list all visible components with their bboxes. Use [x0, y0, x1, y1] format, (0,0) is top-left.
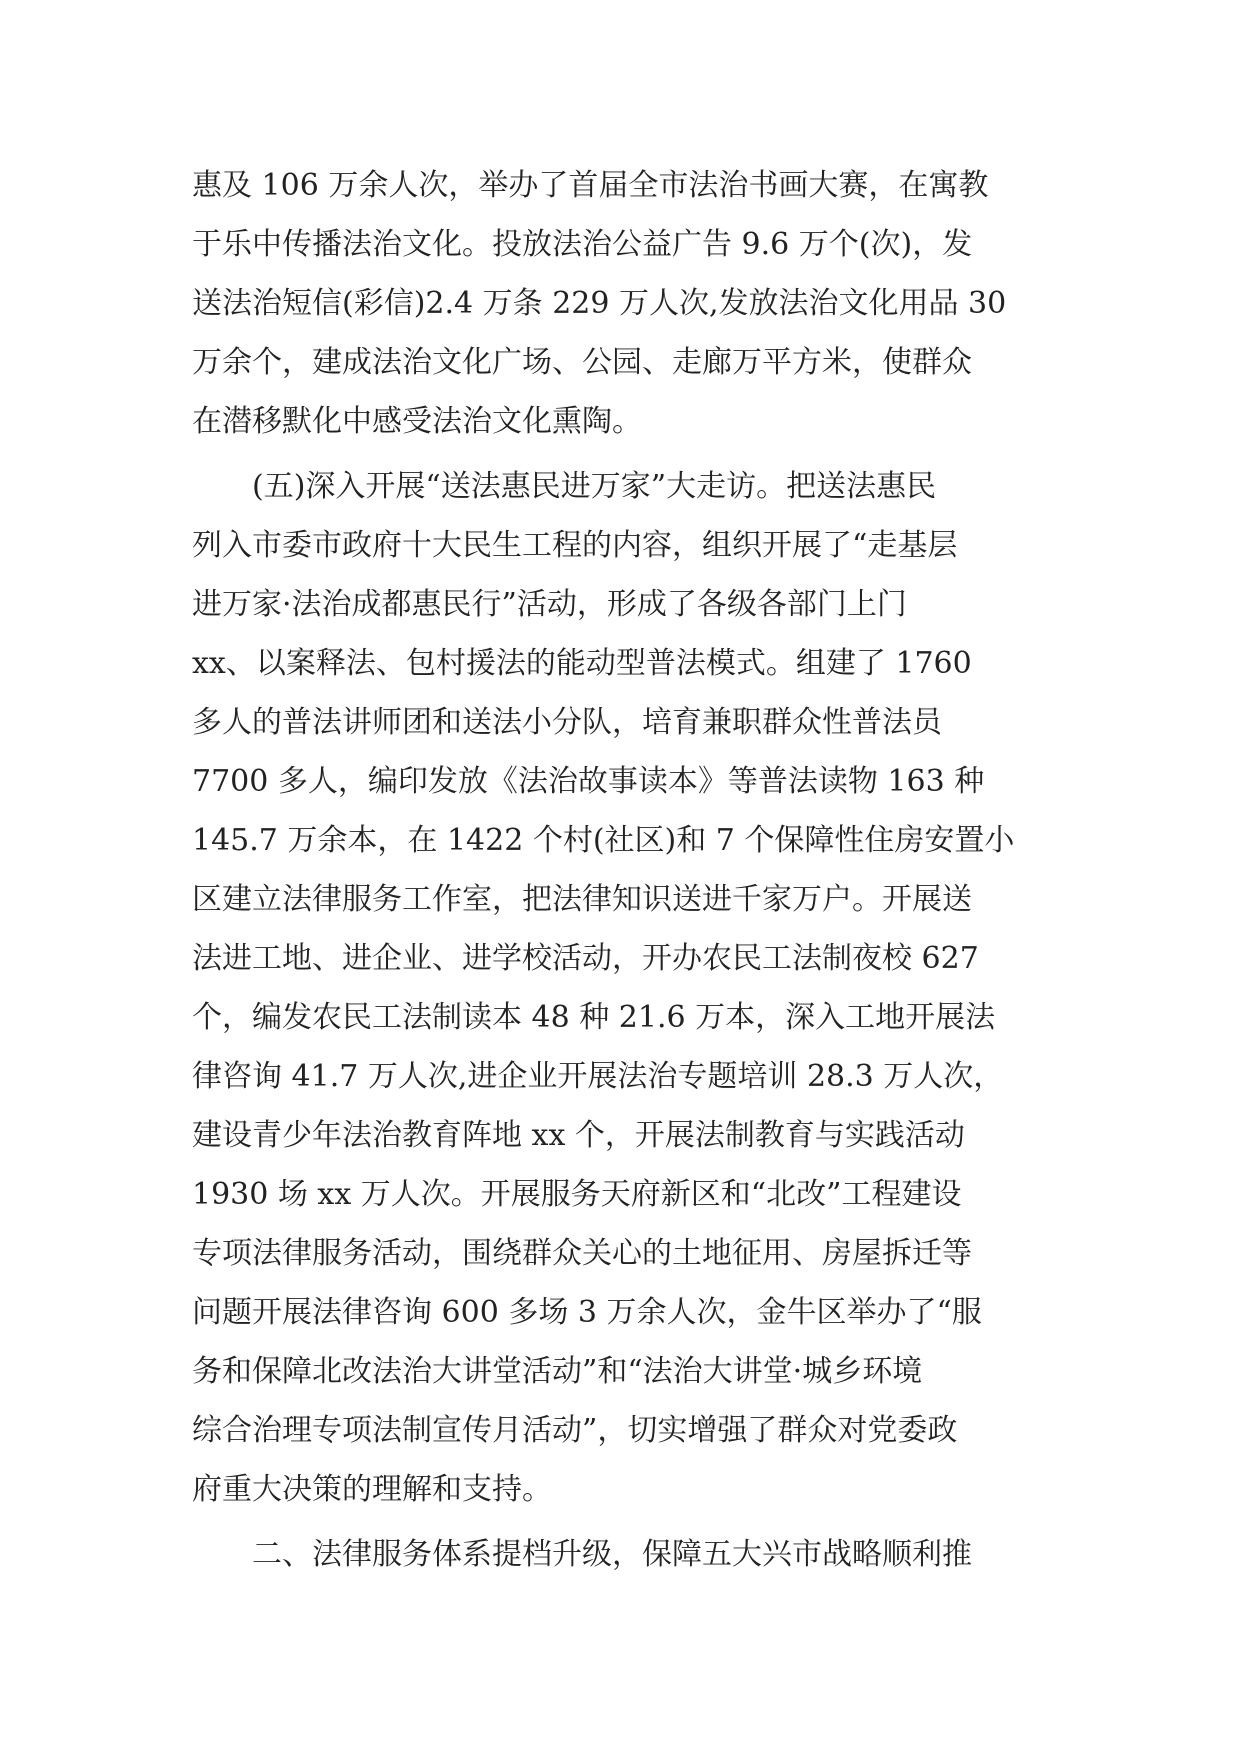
text-line: 专项法律服务活动，围绕群众关心的土地征用、房屋拆迁等: [192, 1236, 972, 1271]
text-line: 问题开展法律咨询 600 多场 3 万余人次，金牛区举办了“服: [192, 1295, 982, 1330]
text-line: 多人的普法讲师团和送法小分队，培育兼职群众性普法员: [192, 705, 942, 740]
text-line: 进万家·法治成都惠民行”活动，形成了各级各部门上门: [192, 587, 907, 622]
text-line: 个，编发农民工法制读本 48 种 21.6 万本，深入工地开展法: [192, 1000, 996, 1035]
text-line: 务和保障北改法治大讲堂活动”和“法治大讲堂·城乡环境: [192, 1354, 923, 1389]
text-line: 建设青少年法治教育阵地 xx 个，开展法制教育与实践活动: [192, 1118, 965, 1153]
text-line: 综合治理专项法制宣传月活动”，切实增强了群众对党委政: [192, 1413, 958, 1448]
text-line: xx、以案释法、包村援法的能动型普法模式。组建了 1760: [192, 646, 972, 681]
section-heading-line: 二、法律服务体系提档升级，保障五大兴市战略顺利推: [252, 1537, 972, 1572]
text-line: 送法治短信(彩信)2.4 万条 229 万人次,发放法治文化用品 30: [192, 286, 1007, 321]
text-line: 区建立法律服务工作室，把法律知识送进千家万户。开展送: [192, 882, 972, 917]
text-line: 惠及 106 万余人次，举办了首届全市法治书画大赛，在寓教: [192, 168, 989, 203]
text-line: 律咨询 41.7 万人次,进企业开展法治专题培训 28.3 万人次，: [192, 1059, 1004, 1094]
text-line: 145.7 万余本，在 1422 个村(社区)和 7 个保障性住房安置小: [192, 823, 1015, 858]
text-line: 万余个，建成法治文化广场、公园、走廊万平方米，使群众: [192, 345, 972, 380]
text-line: 1930 场 xx 万人次。开展服务天府新区和“北改”工程建设: [192, 1177, 962, 1212]
text-line: 府重大决策的理解和支持。: [192, 1472, 552, 1507]
document-body: [192, 156, 1057, 1584]
text-line: 列入市委市政府十大民生工程的内容，组织开展了“走基层: [192, 528, 958, 563]
text-line: 于乐中传播法治文化。投放法治公益广告 9.6 万个(次)，发: [192, 227, 973, 262]
text-line: 在潜移默化中感受法治文化熏陶。: [192, 404, 642, 439]
section-heading-line: (五)深入开展“送法惠民进万家”大走访。把送法惠民: [252, 469, 937, 504]
text-line: 法进工地、进企业、进学校活动，开办农民工法制夜校 627: [192, 941, 979, 976]
text-line: 7700 多人，编印发放《法治故事读本》等普法读物 163 种: [192, 764, 985, 799]
